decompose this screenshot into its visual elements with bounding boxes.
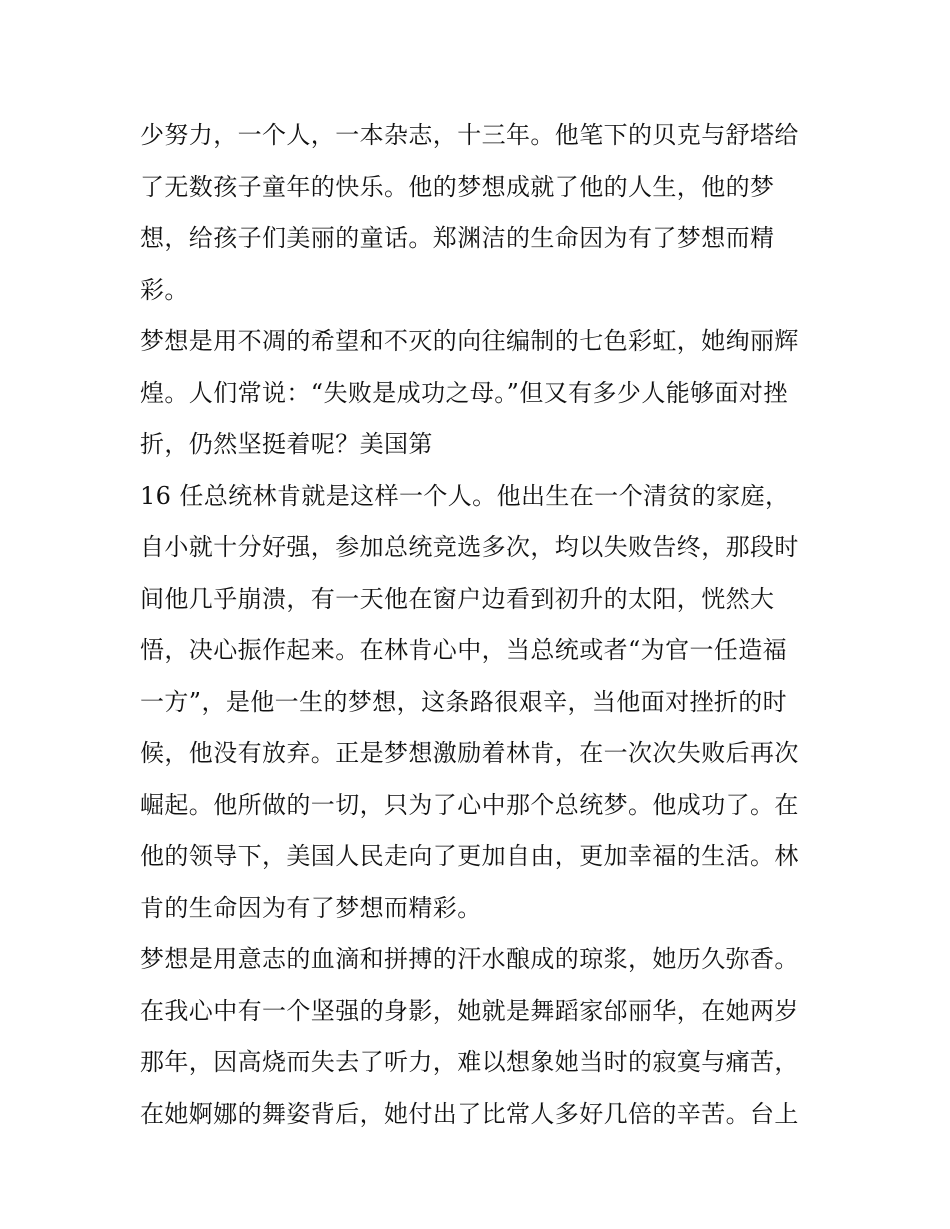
text-line: 16 任总统林肯就是这样一个人。他出生在一个清贫的家庭， — [140, 481, 790, 510]
text-line: 在我心中有一个坚强的身影，她就是舞蹈家邰丽华，在她两岁 — [140, 996, 799, 1025]
text-line: 一方”，是他一生的梦想，这条路很艰辛，当他面对挫折的时 — [140, 687, 788, 716]
text-line: 梦想是用不凋的希望和不灭的向往编制的七色彩虹，她绚丽辉 — [140, 327, 799, 355]
text-line: 那年，因高烧而失去了听力，难以想象她当时的寂寞与痛苦， — [140, 1048, 799, 1076]
text-line: 肯的生命因为有了梦想而精彩。 — [140, 893, 482, 922]
text-line: 折，仍然坚挺着呢？美国第 — [140, 430, 433, 458]
text-line: 他的领导下，美国人民走向了更加自由，更加幸福的生活。林 — [140, 842, 799, 870]
body-text — [140, 110, 830, 1140]
text-line: 崛起。他所做的一切，只为了心中那个总统梦。他成功了。在 — [140, 790, 799, 819]
text-line: 梦想是用意志的血滴和拼搏的汗水酿成的琼浆，她历久弥香。 — [140, 945, 799, 973]
text-line: 煌。人们常说：“失败是成功之母。”但又有多少人能够面对挫 — [140, 378, 788, 407]
text-line: 候，他没有放弃。正是梦想激励着林肯，在一次次失败后再次 — [140, 739, 799, 767]
text-line: 自小就十分好强，参加总统竞选多次，均以失败告终，那段时 — [140, 533, 799, 561]
text-line: 彩。 — [140, 275, 189, 304]
text-line: 悟，决心振作起来。在林肯心中，当总统或者“为官一任造福 — [140, 636, 788, 664]
text-line: 少努力，一个人，一本杂志，十三年。他笔下的贝克与舒塔给 — [140, 121, 799, 149]
text-line: 想，给孩子们美丽的童话。郑渊洁的生命因为有了梦想而精 — [140, 224, 775, 252]
text-line: 间他几乎崩溃，有一天他在窗户边看到初升的太阳，恍然大 — [140, 584, 775, 613]
text-line: 了无数孩子童年的快乐。他的梦想成就了他的人生，他的梦 — [140, 172, 775, 201]
text-line: 在她婀娜的舞姿背后，她付出了比常人多好几倍的辛苦。台上 — [140, 1099, 799, 1128]
